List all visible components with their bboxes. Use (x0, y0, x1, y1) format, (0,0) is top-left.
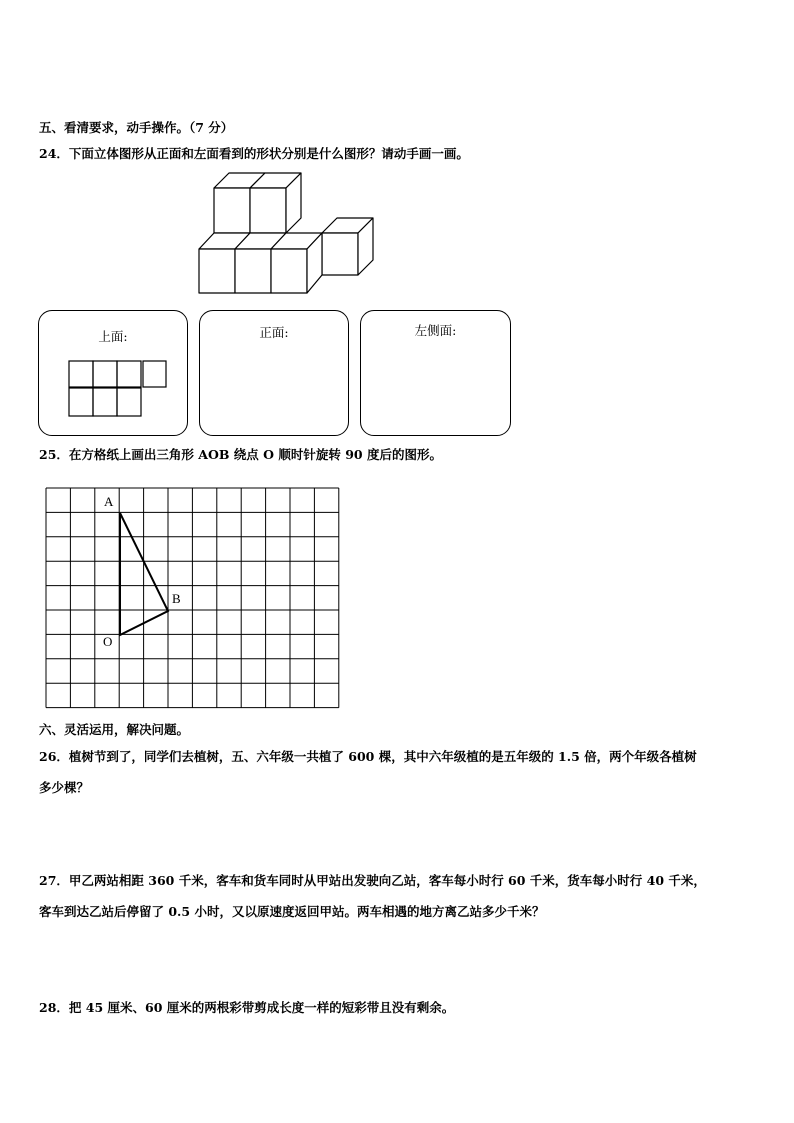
left-view-label: 左侧面: (414, 323, 457, 338)
cube-top-face (235, 233, 286, 249)
question-27-line-1: 27．甲乙两站相距 360 千米，客车和货车同时从甲站出发驶向乙站，客车每小时行 60 千米，货车每小时行 40 千米， (39, 873, 706, 888)
top-view-label: 上面: (98, 329, 128, 344)
question-24-text: 24．下面立体图形从正面和左面看到的形状分别是什么图形？请动手画一画。 (39, 146, 469, 161)
question-25-text: 25．在方格纸上画出三角形 AOB 绕点 O 顺时针旋转 90 度后的图形。 (39, 447, 442, 462)
question-27-line-2: 客车到达乙站后停留了 0.5 小时，又以原速度返回甲站。两车相遇的地方离乙站多少千米？ (39, 904, 545, 919)
point-o-label: O (103, 634, 113, 649)
front-view-box[interactable] (199, 310, 349, 436)
grid-paper[interactable] (40, 484, 342, 710)
top-view-drawing (68, 360, 168, 420)
front-view-label: 正面: (259, 325, 289, 340)
left-view-box[interactable] (360, 310, 511, 436)
cube-front-face (199, 249, 235, 293)
cube-front-face (250, 188, 286, 233)
cube-side-face (307, 233, 322, 293)
cube-top-face (271, 233, 322, 249)
cube-front-face (271, 249, 307, 293)
cube-top-face (199, 233, 250, 249)
cube-top-face (322, 218, 373, 233)
cube-side-face (358, 218, 373, 275)
point-a-label: A (104, 494, 114, 509)
section-5-heading: 五、看清要求，动手操作。（7 分） (39, 120, 234, 135)
cube-front-face (214, 188, 250, 233)
section-6-heading: 六、灵活运用，解决问题。 (39, 722, 190, 737)
question-28-text: 28．把 45 厘米、60 厘米的两根彩带剪成长度一样的短彩带且没有剩余。 (39, 1000, 455, 1015)
question-26-line-2: 多少棵？ (39, 780, 90, 795)
cube-top-face (250, 173, 301, 188)
question-26-line-1: 26．植树节到了，同学们去植树，五、六年级一共植了 600 棵，其中六年级植的是五年级的 1.5 倍，两个年级各植树 (39, 749, 697, 764)
cube-front-face (235, 249, 271, 293)
cube-side-face (286, 173, 301, 233)
cube-top-face (214, 173, 265, 188)
top-view-box (38, 310, 188, 436)
cube-front-face (322, 233, 358, 275)
point-b-label: B (172, 591, 181, 606)
